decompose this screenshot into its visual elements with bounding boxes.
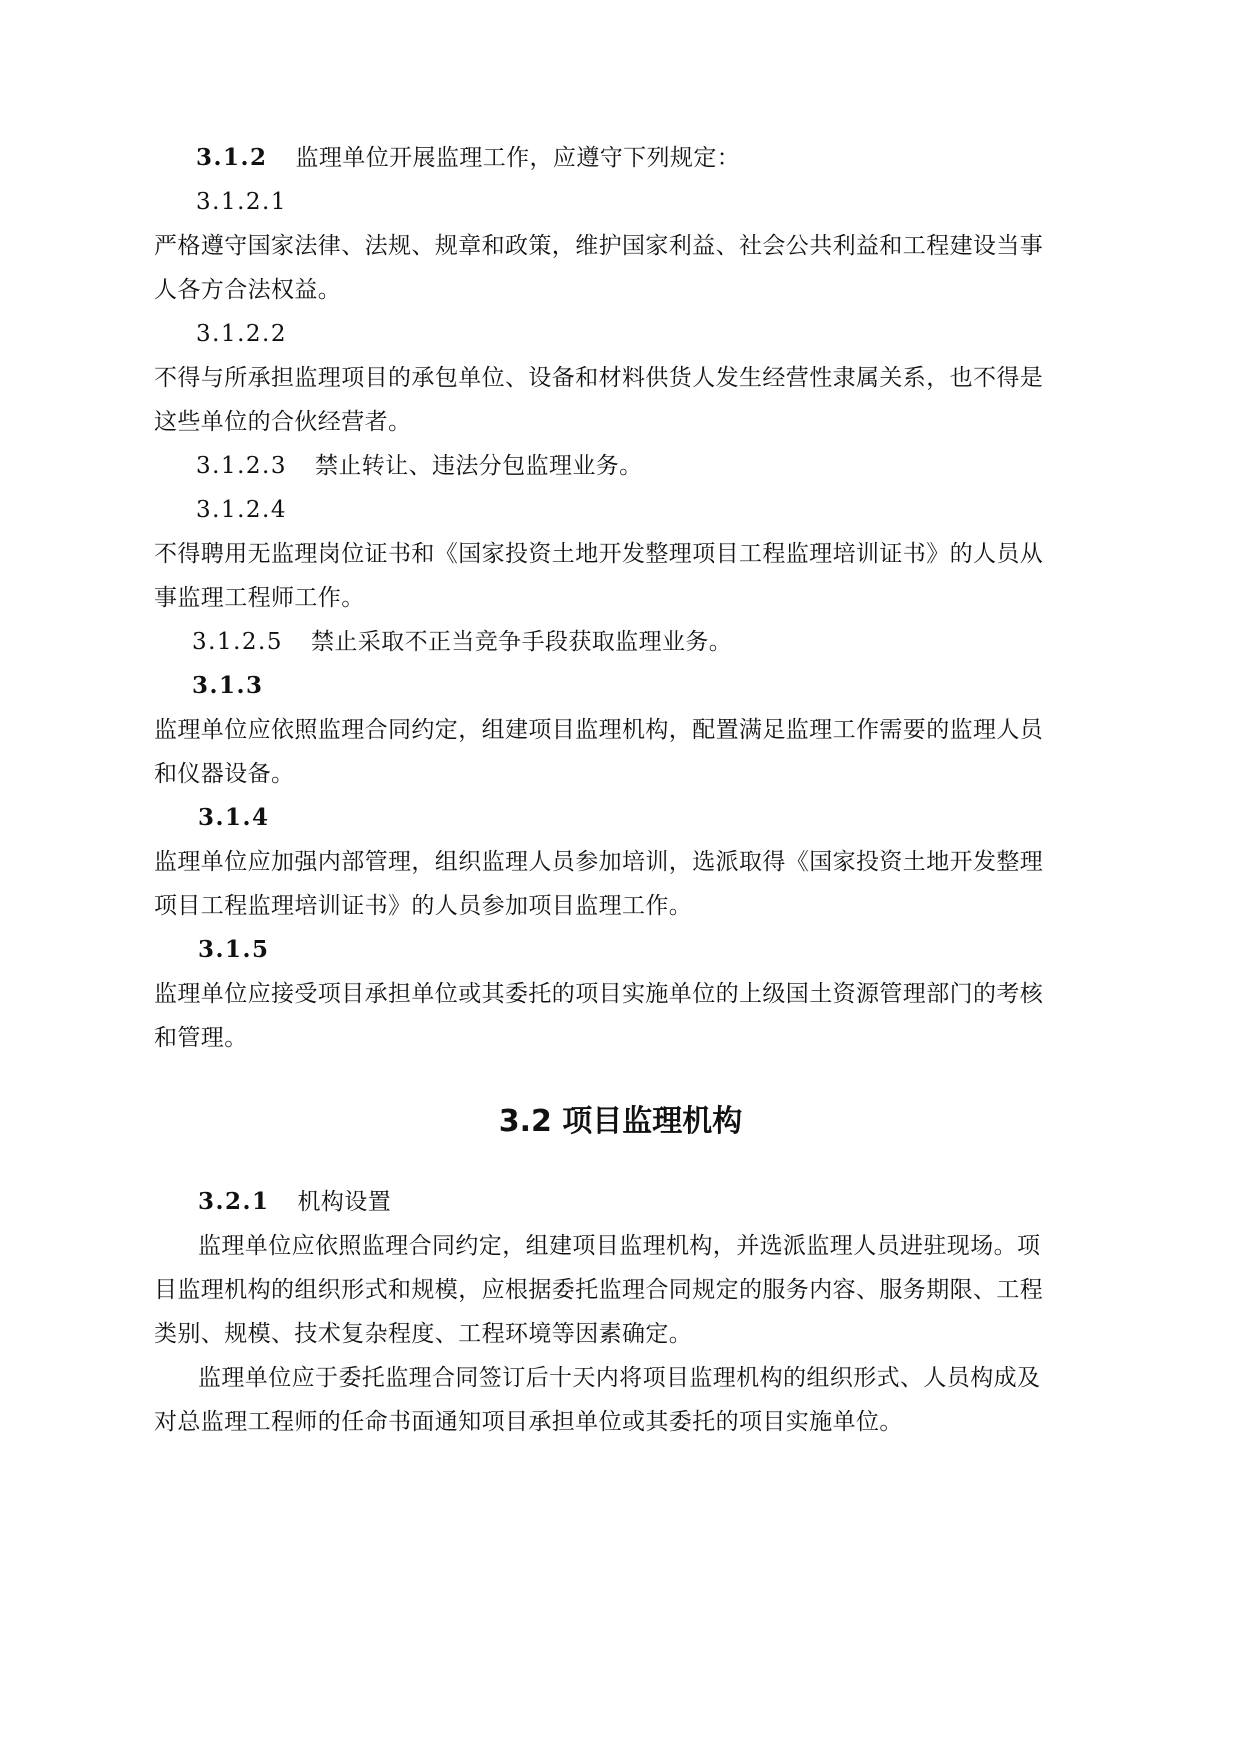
clause-3-1-5-number: 3.1.5	[198, 936, 270, 963]
clause-3-1-4-number: 3.1.4	[198, 804, 270, 831]
clause-3-1-2-4-line-1: 不得聘用无监理岗位证书和《国家投资土地开发整理项目工程监理培训证书》的人员从	[154, 541, 1044, 567]
paragraph-1-line-2: 目监理机构的组织形式和规模，应根据委托监理合同规定的服务内容、服务期限、工程	[154, 1277, 1044, 1303]
clause-text: 禁止转让、违法分包监理业务。	[314, 453, 643, 479]
clause-number: 3.1.2.5	[192, 629, 283, 655]
clause-3-1-2-4-number: 3.1.2.4	[196, 497, 287, 523]
clause-number: 3.2.1	[198, 1188, 270, 1215]
clause-number: 3.1.2.3	[196, 453, 287, 479]
clause-3-1-2-4-line-2: 事监理工程师工作。	[154, 585, 365, 611]
paragraph-1-line-3: 类别、规模、技术复杂程度、工程环境等因素确定。	[154, 1321, 693, 1347]
section-title: 3.2 项目监理机构	[498, 1104, 743, 1139]
clause-3-1-2-3	[196, 450, 643, 482]
paragraph-2-line-2: 对总监理工程师的任命书面通知项目承担单位或其委托的项目实施单位。	[154, 1409, 903, 1435]
clause-3-1-2	[196, 142, 740, 174]
clause-3-1-3-line-1: 监理单位应依照监理合同约定，组建项目监理机构，配置满足监理工作需要的监理人员	[154, 717, 1044, 743]
clause-3-1-3-number: 3.1.3	[192, 672, 264, 699]
paragraph-1-line-1: 监理单位应依照监理合同约定，组建项目监理机构，并选派监理人员进驻现场。项	[198, 1233, 1041, 1259]
clause-3-1-3-line-2: 和仪器设备。	[154, 761, 295, 787]
clause-3-1-2-2-line-1: 不得与所承担监理项目的承包单位、设备和材料供货人发生经营性隶属关系，也不得是	[154, 365, 1044, 391]
clause-3-1-4-line-2: 项目工程监理培训证书》的人员参加项目监理工作。	[154, 893, 693, 919]
clause-3-1-2-1-line-1: 严格遵守国家法律、法规、规章和政策，维护国家利益、社会公共利益和工程建设当事	[154, 233, 1044, 259]
clause-text: 禁止采取不正当竞争手段获取监理业务。	[310, 629, 733, 655]
clause-3-1-2-2-line-2: 这些单位的合伙经营者。	[154, 409, 412, 435]
clause-3-1-2-5	[192, 626, 732, 658]
paragraph-2-line-1: 监理单位应于委托监理合同签订后十天内将项目监理机构的组织形式、人员构成及	[198, 1365, 1041, 1391]
clause-3-1-2-1-line-2: 人各方合法权益。	[154, 277, 342, 303]
clause-text: 机构设置	[297, 1189, 392, 1215]
clause-number: 3.1.2	[196, 144, 268, 171]
clause-3-1-2-1-number: 3.1.2.1	[196, 189, 287, 215]
clause-3-1-4-line-1: 监理单位应加强内部管理，组织监理人员参加培训，选派取得《国家投资土地开发整理	[154, 849, 1044, 875]
clause-3-2-1	[198, 1186, 391, 1218]
clause-3-1-5-line-1: 监理单位应接受项目承担单位或其委托的项目实施单位的上级国土资源管理部门的考核	[154, 981, 1044, 1007]
clause-text: 监理单位开展监理工作，应遵守下列规定：	[295, 145, 741, 171]
clause-3-1-2-2-number: 3.1.2.2	[196, 321, 287, 347]
clause-3-1-5-line-2: 和管理。	[154, 1025, 248, 1051]
